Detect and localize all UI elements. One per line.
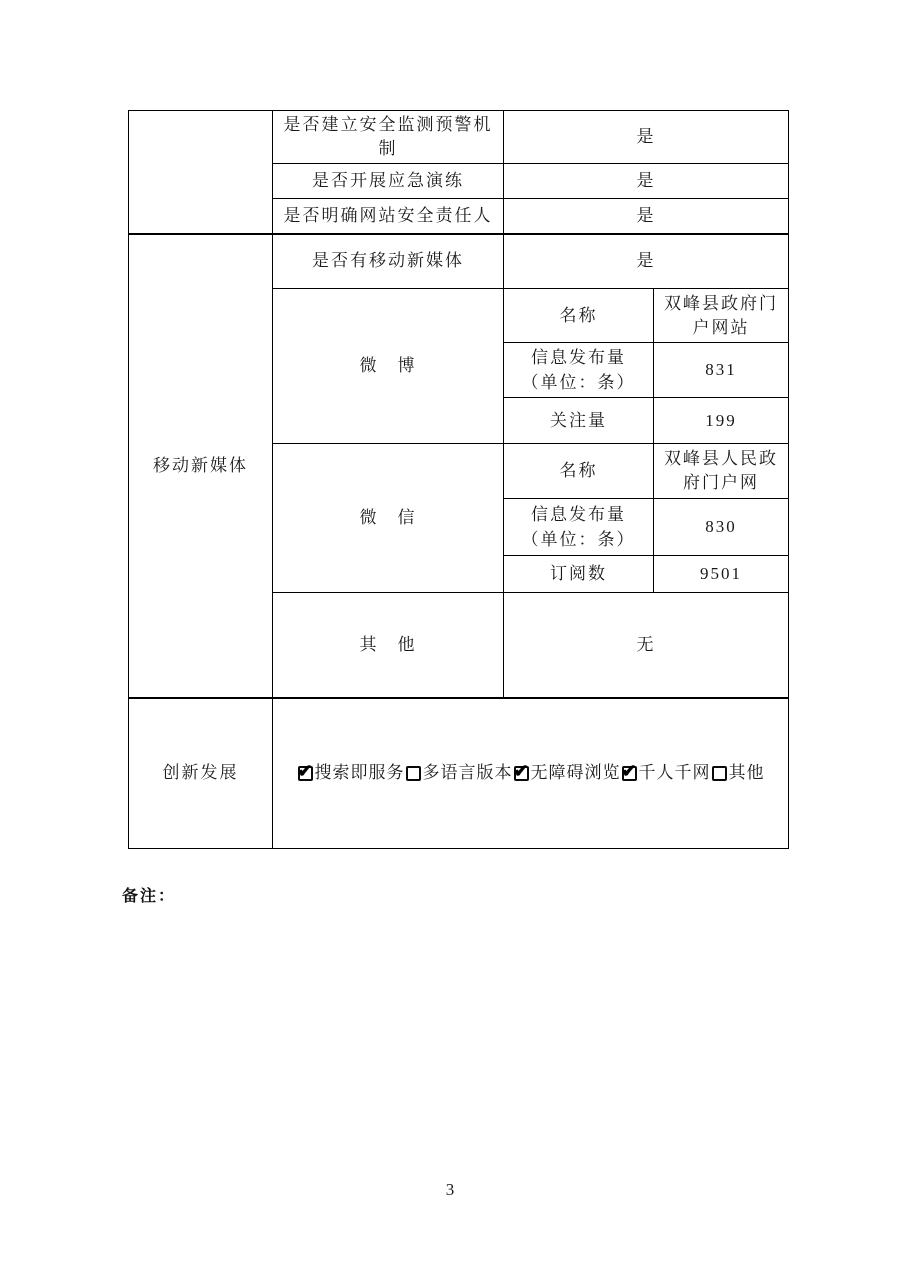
weibo-name-value-cell: 双峰县政府门户网站 (654, 289, 789, 343)
page-number: 3 (445, 1180, 455, 1199)
posts-label-line1: 信息发布量 (531, 348, 626, 367)
security-question-cell: 是否明确网站安全责任人 (273, 199, 504, 234)
innovation-option (711, 761, 765, 785)
weibo-posts-value-cell: 831 (654, 343, 789, 398)
posts-label-line2: （单位：条） (521, 530, 636, 549)
security-question-cell: 是否建立安全监测预警机制 (273, 111, 504, 164)
checkbox-label: 多语言版本 (422, 763, 513, 783)
posts-label-line2: （单位：条） (521, 373, 636, 392)
table-row (129, 111, 789, 164)
wechat-name-value-cell: 双峰县人民政府门户网 (654, 444, 789, 499)
posts-label-line1: 信息发布量 (531, 505, 626, 524)
checkbox-unchecked-icon[interactable] (406, 766, 421, 781)
other-media-value-cell: 无 (504, 593, 789, 698)
mobile-media-question-cell: 是否有移动新媒体 (273, 234, 504, 289)
checkbox-label: 搜索即服务 (314, 763, 405, 783)
weibo-label-cell: 微 博 (273, 289, 504, 444)
security-group-cell (129, 111, 273, 234)
wechat-subscribers-value-cell: 9501 (654, 556, 789, 593)
security-question-cell: 是否开展应急演练 (273, 164, 504, 199)
innovation-options-line (279, 761, 782, 785)
innovation-option (513, 761, 621, 785)
innovation-options-cell (273, 698, 789, 849)
weibo-followers-label-cell: 关注量 (504, 398, 654, 444)
checkbox-label: 无障碍浏览 (530, 763, 621, 783)
security-answer-cell: 是 (504, 199, 789, 234)
wechat-name-label-cell: 名称 (504, 444, 654, 499)
weibo-name-label-cell: 名称 (504, 289, 654, 343)
wechat-posts-label-cell (504, 499, 654, 556)
weibo-followers-value-cell: 199 (654, 398, 789, 444)
table-row (129, 698, 789, 849)
innovation-option (621, 761, 711, 785)
innovation-option (405, 761, 513, 785)
checkbox-checked-icon[interactable] (514, 766, 529, 781)
wechat-subscribers-label-cell: 订阅数 (504, 556, 654, 593)
table-row (129, 234, 789, 289)
remarks-label: 备注： (122, 888, 177, 905)
checkbox-label: 千人千网 (638, 763, 711, 783)
mobile-media-group-label: 移动新媒体 (129, 234, 273, 698)
report-table (128, 110, 789, 849)
security-answer-cell: 是 (504, 164, 789, 199)
security-answer-cell: 是 (504, 111, 789, 164)
wechat-label-cell: 微 信 (273, 444, 504, 593)
checkbox-checked-icon[interactable] (622, 766, 637, 781)
innovation-group-label: 创新发展 (129, 698, 273, 849)
innovation-option (297, 761, 405, 785)
checkbox-checked-icon[interactable] (298, 766, 313, 781)
weibo-posts-label-cell (504, 343, 654, 398)
other-media-label-cell: 其 他 (273, 593, 504, 698)
mobile-media-answer-cell: 是 (504, 234, 789, 289)
wechat-posts-value-cell: 830 (654, 499, 789, 556)
checkbox-label: 其他 (728, 763, 765, 783)
checkbox-unchecked-icon[interactable] (712, 766, 727, 781)
